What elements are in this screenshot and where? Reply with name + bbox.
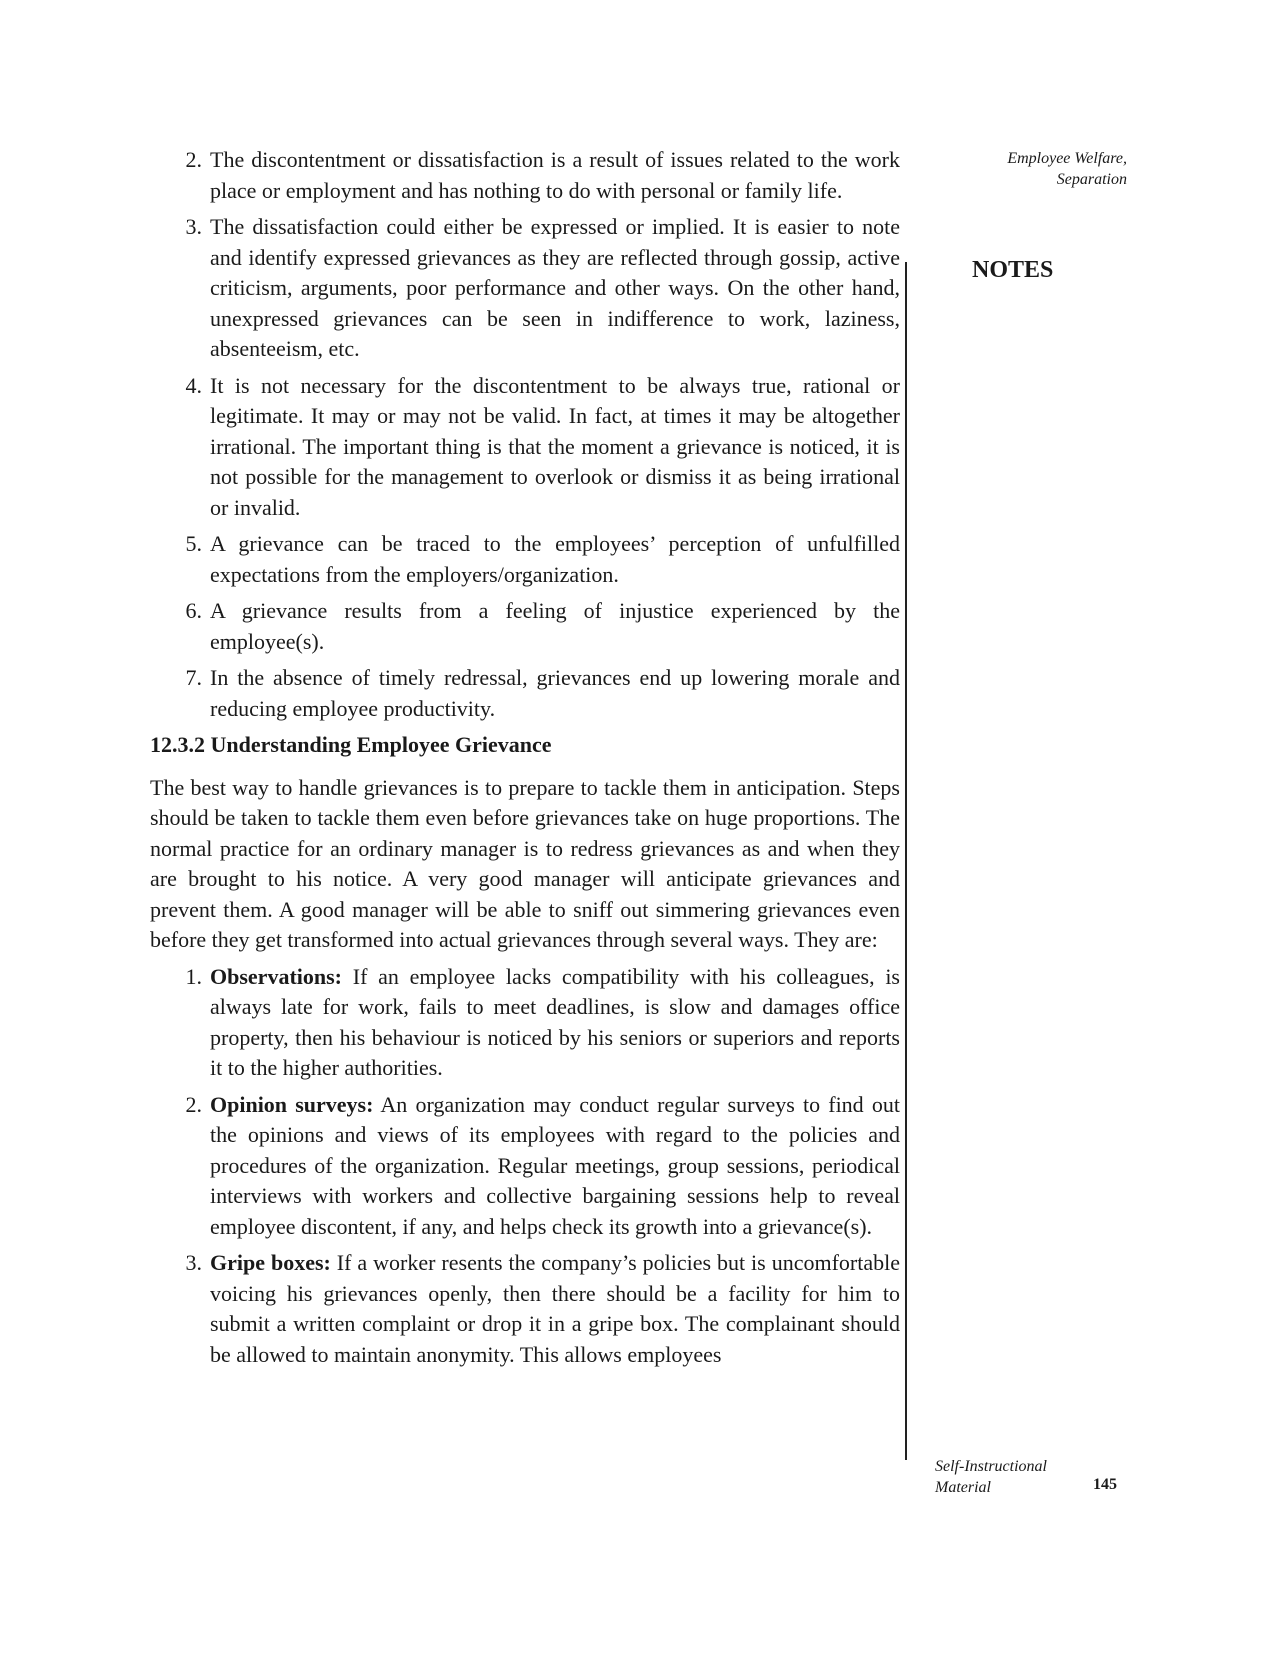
list-number: 3. (185, 1250, 202, 1275)
list-number: 2. (185, 1091, 202, 1117)
list-item (150, 529, 900, 590)
margin-divider (905, 262, 907, 1460)
list-text: It is not necessary for the discontentment to be always true, rational or legitimate. It may or may not be valid. In fact, at times it may be altogether irrational. The important thing is that the moment a grievance is noticed, it is not possible for the management to overlook or dismiss it as being irrational or invalid. (210, 372, 900, 520)
list-number: 2. (185, 147, 202, 172)
list-number: 1. (185, 963, 202, 989)
list-text: In the absence of timely redressal, grievances end up lowering morale and reducing employee productivity. (210, 665, 900, 721)
list-term: Observations: (210, 963, 342, 989)
footer-label-line2: Material (935, 1479, 991, 1496)
list-item (150, 1090, 900, 1243)
list-term: Opinion surveys: (210, 1091, 374, 1117)
list-text (210, 1090, 900, 1243)
list-text: The dissatisfaction could either be expressed or implied. It is easier to note and identify expressed grievances as they are reflected through gossip, active criticism, arguments, poor performance and other ways. On the other hand, unexpressed grievances can be seen in indifference to work, laziness, absenteeism, etc. (210, 214, 900, 361)
list-number: 3. (185, 214, 202, 239)
list-text: A grievance can be traced to the employees’ perception of unfulfilled expectations from the employers/organization. (210, 531, 900, 587)
list-item (150, 212, 900, 365)
list-term: Gripe boxes: (210, 1250, 331, 1275)
list-item (150, 962, 900, 1084)
list-text (210, 962, 900, 1084)
list-text (210, 1248, 900, 1370)
footer-label-line1: Self-Instructional (935, 1458, 1047, 1475)
methods-list (150, 962, 900, 1371)
section-paragraph: The best way to handle grievances is to prepare to tackle them in anticipation. Steps should be taken to tackle them even before grievances take on huge proportions. The normal practice for an ordinary manager is to redress grievances as and when they are brought to his notice. A very good manager will anticipate grievances and prevent them. A good manager will be able to sniff out simmering grievances even before they get transformed into actual grievances through several ways. They are: (150, 774, 900, 952)
running-header-line2: Separation (1056, 171, 1127, 188)
list-item (150, 371, 900, 524)
list-number: 6. (185, 598, 202, 623)
list-item (150, 596, 900, 657)
page-number: 145 (1093, 1476, 1117, 1493)
list-text: A grievance results from a feeling of injustice experienced by the employee(s). (210, 598, 900, 654)
running-header-line1: Employee Welfare, (1007, 150, 1127, 167)
characteristics-list (150, 145, 900, 724)
list-text: The discontentment or dissatisfaction is a result of issues related to the work place or employment and has nothing to do with personal or family life. (210, 147, 900, 203)
list-item (150, 1248, 900, 1370)
main-content (150, 145, 900, 1376)
list-item (150, 663, 900, 724)
list-number: 5. (185, 531, 202, 556)
footer-label (935, 1456, 1047, 1498)
section-heading: 12.3.2 Understanding Employee Grievance (150, 732, 552, 757)
list-number: 7. (185, 665, 202, 690)
notes-label: NOTES (972, 257, 1054, 283)
list-description: An organization may conduct regular surveys to find out the opinions and views of its employees with regard to the policies and procedures of the organization. Regular meetings, group sessions, periodical interviews with workers and collective bargaining sessions help to reveal employee discontent, if any, and helps check its growth into a grievance(s). (210, 1091, 900, 1239)
list-item (150, 145, 900, 206)
running-header (940, 148, 1127, 190)
list-description: If a worker resents the company’s policies but is uncomfortable voicing his grievances openly, then there should be a facility for him to submit a written complaint or drop it in a gripe box. The complainant should be allowed to maintain anonymity. This allows employees (210, 1250, 900, 1367)
list-number: 4. (185, 372, 202, 398)
list-description: If an employee lacks compatibility with his colleagues, is always late for work, fails to meet deadlines, is slow and damages office property, then his behaviour is noticed by his seniors or superiors and reports it to the higher authorities. (210, 963, 900, 1080)
